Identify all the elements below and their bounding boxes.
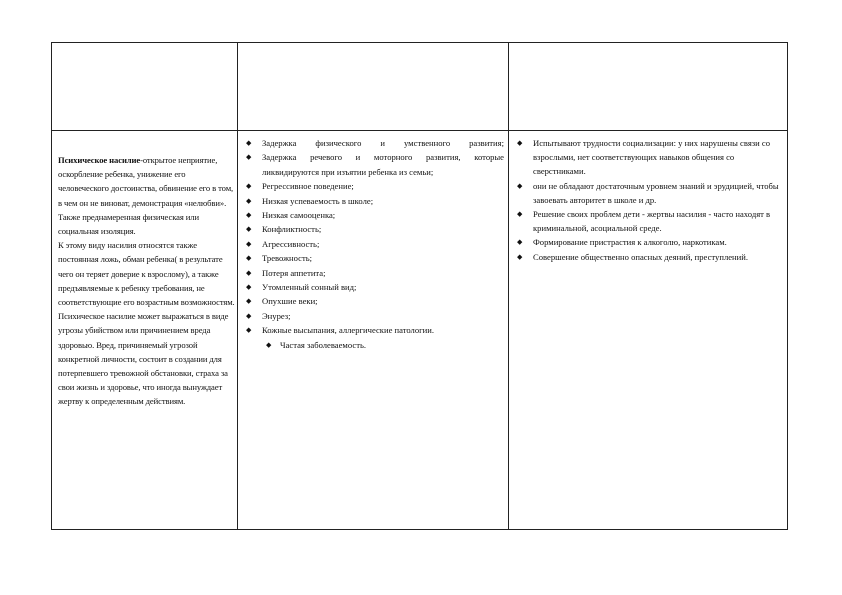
definition-cell <box>52 131 238 530</box>
header-cell-1 <box>52 43 238 131</box>
list-item: ◆ Кожные высыпания, аллергические патологии. <box>244 323 504 337</box>
bullet-icon: ◆ <box>246 311 252 320</box>
bullet-icon: ◆ <box>246 254 252 263</box>
definition-paragraph-2: К этому виду насилия относятся также постоянная ложь, обман ребенка( в результате чего он теряет доверие к взрослому), а также предъявляемые к ребенку требования, не соответствующие его возрастным возможностям. <box>58 240 235 308</box>
header-cell-3 <box>509 43 788 131</box>
sub-list-item: ◆ Частая заболеваемость. <box>244 338 504 352</box>
bullet-icon: ◆ <box>246 239 252 248</box>
bullet-icon: ◆ <box>517 181 523 190</box>
bullet-icon: ◆ <box>246 182 252 191</box>
list-item: ◆ Низкая самооценка; <box>244 208 504 222</box>
list-item: ◆ Совершение общественно опасных деяний, преступлений. <box>515 250 781 264</box>
definition-paragraph-3: Психическое насилие может выражаться в виде угрозы убийством или причинением вреда здоровью. Вред, причиняемый угрозой конкретной личности, состоит в создании для потерпевшего тревожной обстановки, страха за свои жизнь и здоровье, что иногда вынуждает жертву к определенным действиям. <box>58 311 229 407</box>
list-item: ◆ Опухшие веки; <box>244 294 504 308</box>
content-table <box>51 42 788 530</box>
bullet-icon: ◆ <box>246 153 252 162</box>
bullet-icon: ◆ <box>517 252 523 261</box>
bullet-icon: ◆ <box>246 211 252 220</box>
list-item: ◆ Конфликтность; <box>244 222 504 236</box>
list-item: ◆ Задержка речевого и моторного развития, которые ликвидируются при изъятии ребенка из семьи; <box>246 152 504 177</box>
consequences-cell <box>509 131 788 530</box>
bullet-icon: ◆ <box>246 225 252 234</box>
list-item: ◆ Решение своих проблем дети - жертвы насилия - часто находят в криминальной, асоциальной среде. <box>517 209 771 234</box>
definition-term: Психическое насилие <box>58 155 141 165</box>
list-item: ◆ Низкая успеваемость в школе; <box>244 194 504 208</box>
bullet-icon: ◆ <box>246 297 252 306</box>
bullet-icon: ◆ <box>246 196 252 205</box>
list-item: ◆ Потеря аппетита; <box>244 266 504 280</box>
bullet-icon: ◆ <box>246 268 252 277</box>
bullet-icon: ◆ <box>517 210 523 219</box>
bullet-icon: ◆ <box>246 283 252 292</box>
bullet-icon: ◆ <box>517 139 523 147</box>
list-item: ◆ Задержка физического и умственного развития; <box>244 136 504 150</box>
body-row <box>52 131 788 530</box>
consequences-list <box>515 136 781 264</box>
list-item: ◆ Агрессивность; <box>244 237 504 251</box>
list-item: ◆ они не обладают достаточным уровнем знаний и эрудицией, чтобы завоевать авторитет в школе и др. <box>517 180 779 205</box>
signs-cell <box>238 131 509 530</box>
list-item: ◆ Регрессивное поведение; <box>244 179 504 193</box>
bullet-icon: ◆ <box>266 340 272 349</box>
header-cell-2 <box>238 43 509 131</box>
definition-text: -открытое неприятие, оскорбление ребенка, унижение его человеческого достоинства, обвинение его в том, в чем он не виноват, демонстрация «нелюбви». Также преднамеренная физическая или социальная изоляция. <box>58 155 234 237</box>
definition-paragraph-1 <box>58 153 235 238</box>
signs-list <box>244 136 504 352</box>
list-item: ◆ Утомленный сонный вид; <box>244 280 504 294</box>
list-item: ◆ Формирование пристрастия к алкоголю, наркотикам. <box>515 235 781 249</box>
list-item: ◆ Испытывают трудности социализации: у них нарушены связи со взрослыми, нет соответствующих навыков общения со сверстниками. <box>517 138 771 177</box>
list-item: ◆ Энурез; <box>244 309 504 323</box>
bullet-icon: ◆ <box>246 139 252 147</box>
header-row <box>52 43 788 131</box>
list-item: ◆ Тревожность; <box>244 251 504 265</box>
bullet-icon: ◆ <box>246 326 252 335</box>
bullet-icon: ◆ <box>517 238 523 247</box>
